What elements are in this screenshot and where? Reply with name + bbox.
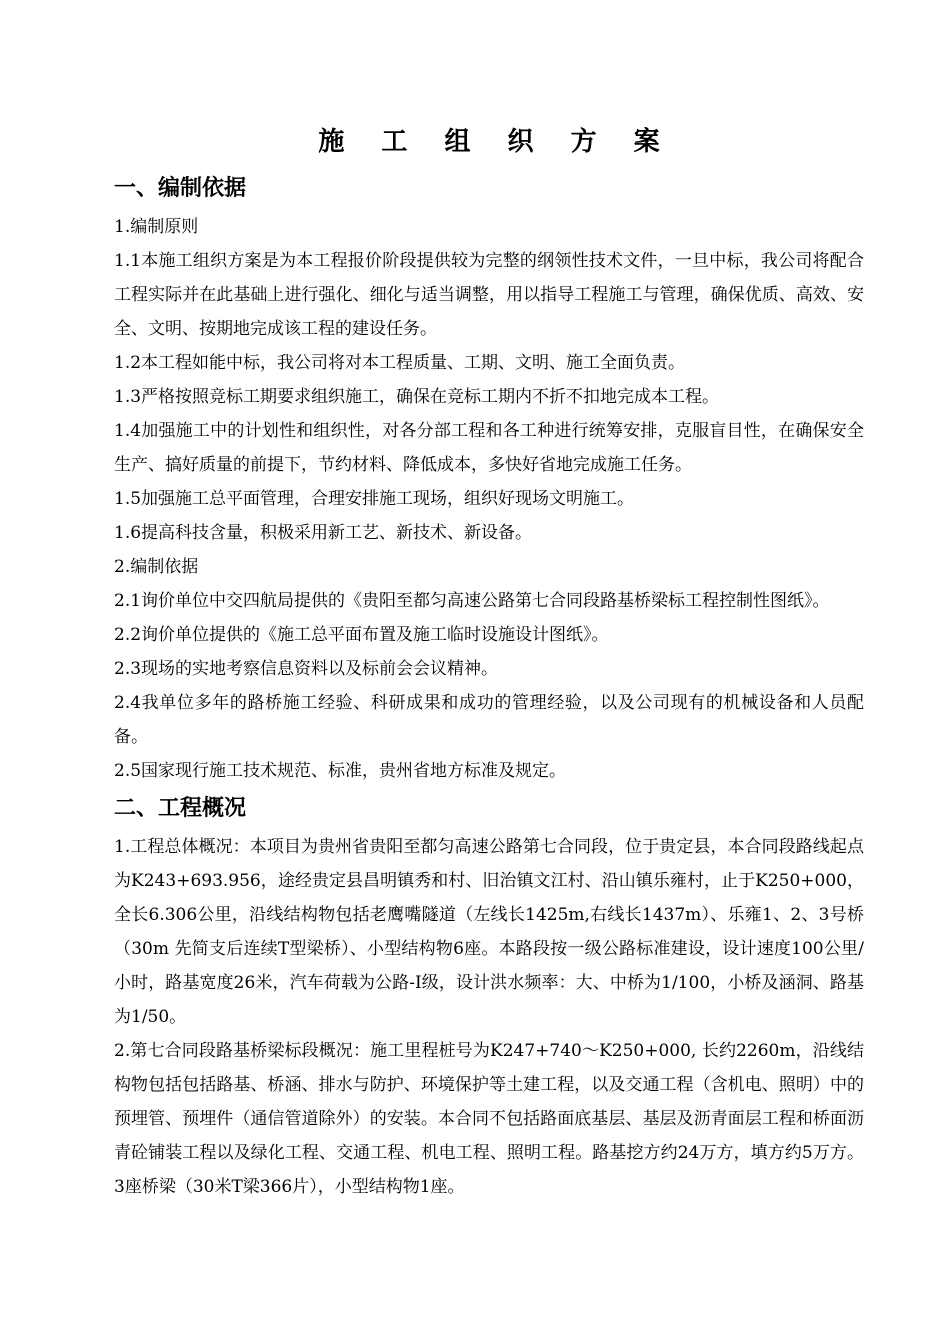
paragraph: 1.3严格按照竞标工期要求组织施工，确保在竞标工期内不折不扣地完成本工程。 [114, 387, 720, 407]
paragraph: 1.编制原则 [114, 217, 199, 237]
paragraph: 2.3现场的实地考察信息资料以及标前会会议精神。 [114, 659, 499, 679]
document-page [114, 120, 864, 1204]
paragraph: 1.1本施工组织方案是为本工程报价阶段提供较为完整的纲领性技术文件，一旦中标，我公司将配合工程实际并在此基础上进行强化、细化与适当调整，用以指导工程施工与管理，确保优质、高效、安全、文明、按期地完成该工程的建设任务。 [114, 251, 864, 339]
section-heading: 一、编制依据 [114, 176, 247, 201]
paragraph: 2.1询价单位中交四航局提供的《贵阳至都匀高速公路第七合同段路基桥梁标工程控制性图纸》。 [114, 591, 830, 611]
section-heading: 二、工程概况 [114, 796, 247, 821]
paragraph: 1.2本工程如能中标，我公司将对本工程质量、工期、文明、施工全面负责。 [114, 353, 686, 373]
paragraph: 2.5国家现行施工技术规范、标准，贵州省地方标准及规定。 [114, 761, 567, 781]
section-compilation-basis [114, 168, 864, 788]
paragraph: 1.工程总体概况：本项目为贵州省贵阳至都匀高速公路第七合同段，位于贵定县，本合同段路线起点为K243+693.956，途经贵定县昌明镇秀和村、旧治镇文江村、沿山镇乐雍村，止于K250+000，全长6.306公里，沿线结构物包括老鹰嘴隧道（左线长1425m,右线长1437m）、乐雍1、2、3号桥（30m 先简支后连续T型梁桥）、小型结构物6座。本路段按一级公路标准建设，设计速度100公里/小时，路基宽度26米，汽车荷载为公路-I级，设计洪水频率：大、中桥为1/100，小桥及涵洞、路基为1/50。 [114, 837, 864, 1027]
paragraph: 1.6提高科技含量，积极采用新工艺、新技术、新设备。 [114, 523, 533, 543]
paragraph: 2.2询价单位提供的《施工总平面布置及施工临时设施设计图纸》。 [114, 625, 609, 645]
paragraph: 1.4加强施工中的计划性和组织性，对各分部工程和各工种进行统筹安排，克服盲目性，在确保安全生产、搞好质量的前提下，节约材料、降低成本，多快好省地完成施工任务。 [114, 421, 864, 475]
paragraph: 2.4我单位多年的路桥施工经验、科研成果和成功的管理经验，以及公司现有的机械设备和人员配备。 [114, 693, 864, 747]
paragraph: 1.5加强施工总平面管理，合理安排施工现场，组织好现场文明施工。 [114, 489, 635, 509]
document-title: 施 工 组 织 方 案 [318, 127, 674, 157]
section-project-overview [114, 788, 864, 1204]
paragraph: 2.第七合同段路基桥梁标段概况：施工里程桩号为K247+740～K250+000, 长约2260m，沿线结构物包括包括路基、桥涵、排水与防护、环境保护等土建工程，以及交通工程（含机电、照明）中的预埋管、预埋件（通信管道除外）的安装。本合同不包括路面底基层、基层及沥青面层工程和桥面沥青砼铺装工程以及绿化工程、交通工程、机电工程、照明工程。路基挖方约24万方，填方约5万方。3座桥梁（30米T梁366片），小型结构物1座。 [114, 1041, 864, 1197]
paragraph: 2.编制依据 [114, 557, 199, 577]
